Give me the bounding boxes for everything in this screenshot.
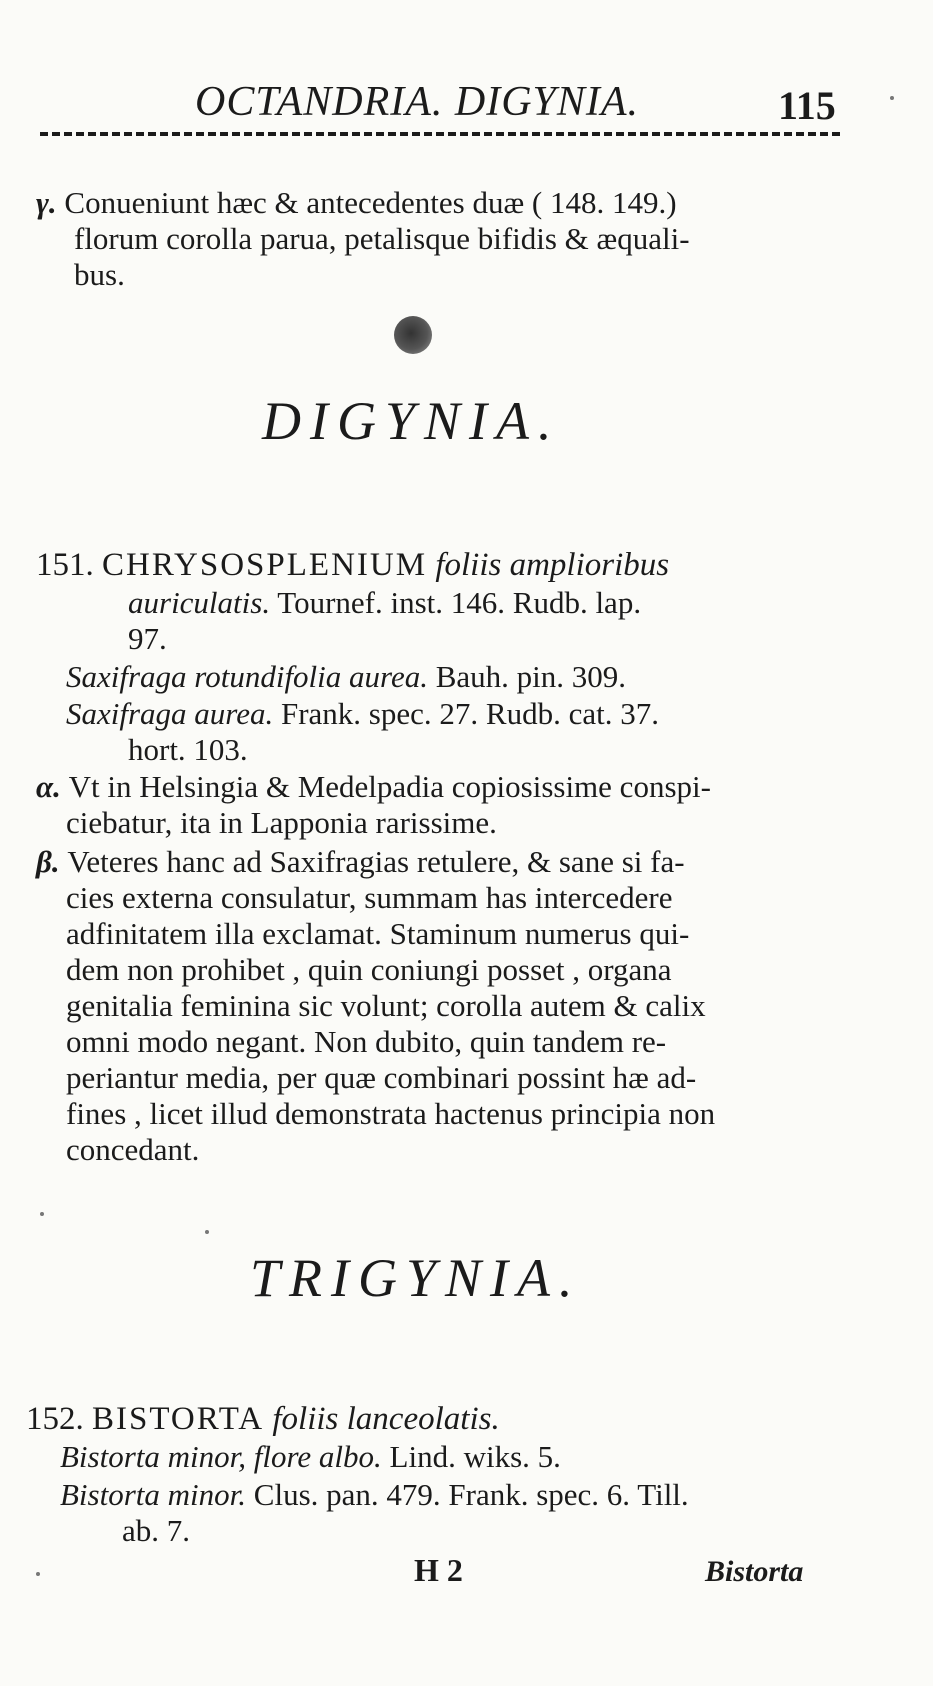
running-head: OCTANDRIA. DIGYNIA. [195,79,640,125]
entry-151-syn-2-rest: Frank. spec. 27. Rudb. cat. 37. [280,696,659,731]
signature-mark: H 2 [414,1552,463,1588]
entry-151-genus: CHRYSOSPLENIUM [102,547,428,583]
gamma-text-1: Conueniunt hæc & antecedentes duæ ( 148. 149.) [64,185,677,220]
entry-151-beta-line-6: omni modo negant. Non dubito, quin tandem re- [66,1024,667,1059]
print-speck [36,1572,40,1576]
catchword: Bistorta [705,1555,804,1588]
gamma-note-line-1 [36,186,677,220]
entry-152-synonym-2 [60,1478,689,1512]
entry-151-synonym-2-cont: hort. 103. [128,732,248,767]
alpha-marker: α. [36,769,61,804]
entry-151-line-2-italic: auriculatis. [128,585,271,620]
gamma-note-line-3: bus. [74,257,125,292]
entry-152-syn-1-italic-2: flore albo. [253,1439,382,1474]
entry-151-beta-line-9: concedant. [66,1132,200,1167]
entry-152-number: 152. [26,1401,84,1437]
print-speck [205,1230,209,1234]
section-title-trigynia: TRIGYNIA. [250,1248,582,1308]
entry-151-beta-line-4: dem non prohibet , quin coniungi posset , organa [66,952,672,987]
entry-152-syn-1-italic: Bistorta minor, [60,1439,247,1474]
entry-151-line-2-rest: Tournef. inst. 146. Rudb. lap. [277,585,642,620]
entry-151-beta-line-7: periantur media, per quæ combinari possint hæ ad- [66,1060,697,1095]
entry-152-syn-2-rest: Clus. pan. 479. Frank. spec. 6. Till. [253,1477,689,1512]
entry-152-syn-2-italic: Bistorta minor. [60,1477,247,1512]
header-rule [40,132,840,136]
print-speck [40,1212,44,1216]
entry-152-synonym-2-cont: ab. 7. [122,1513,191,1548]
entry-151-beta-line-8: fines , licet illud demonstrata hactenus principia non [66,1096,716,1131]
entry-152-genus: BISTORTA [92,1401,265,1437]
entry-151-syn-1-italic: Saxifraga rotundifolia aurea. [66,659,428,694]
entry-152-syn-1-rest: Lind. wiks. 5. [389,1439,561,1474]
entry-151-syn-2-italic: Saxifraga aurea. [66,696,274,731]
entry-151-beta-line-5: genitalia feminina sic volunt; corolla autem & calix [66,988,706,1023]
entry-152-synonym-1 [60,1440,561,1474]
section-title-digynia: DIGYNIA. [262,391,561,451]
entry-151-number: 151. [36,547,94,583]
print-speck [890,96,894,100]
entry-151-beta-line-3: adfinitatem illa exclamat. Staminum numerus qui- [66,916,690,951]
entry-151-synonym-2 [66,697,659,731]
alpha-text-1: Vt in Helsingia & Medelpadia copiosissime conspi- [68,769,711,804]
entry-151-descriptor: foliis amplioribus [435,547,670,583]
entry-151-syn-1-rest: Bauh. pin. 309. [435,659,627,694]
gamma-marker: γ. [36,185,57,220]
entry-151-alpha-line-1 [36,770,711,804]
entry-151-alpha-line-2: ciebatur, ita in Lapponia rarissime. [66,805,497,840]
entry-152-descriptor: foliis lanceolatis. [272,1401,500,1437]
page-number: 115 [778,83,836,128]
entry-151-line-2 [128,586,641,620]
ink-blot [394,316,432,354]
entry-151-line-3: 97. [128,621,167,656]
beta-text-1: Veteres hanc ad Saxifragias retulere, & sane si fa- [67,844,685,879]
entry-151-beta-line-1 [36,845,685,879]
entry-151-synonym-1 [66,660,626,694]
beta-marker: β. [36,844,60,879]
entry-152-heading [26,1402,500,1436]
entry-151-heading [36,548,669,582]
entry-151-beta-line-2: cies externa consulatur, summam has intercedere [66,880,673,915]
gamma-note-line-2: florum corolla parua, petalisque bifidis & æquali- [74,221,690,256]
